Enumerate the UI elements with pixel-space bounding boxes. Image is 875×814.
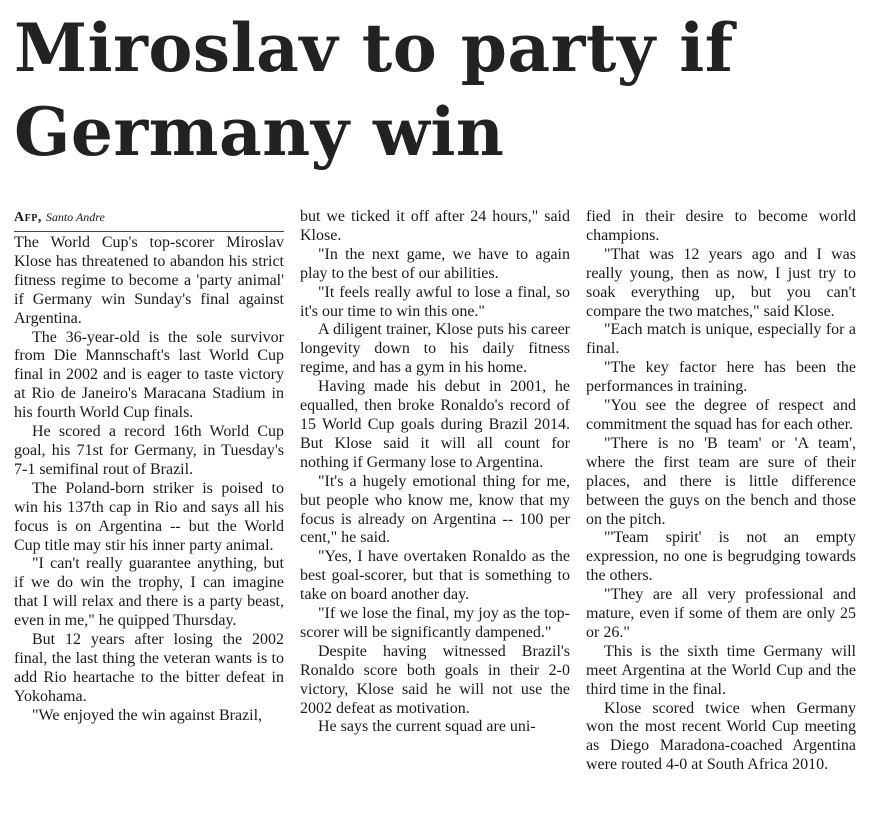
paragraph: "You see the degree of respect and commitment the squad has for each other.	[586, 397, 856, 433]
paragraph: "That was 12 years ago and I was really young, then as now, I just try to soak everything up, but you can't compare the two matches," said Klose.	[586, 245, 856, 320]
paragraph: This is the sixth time Germany will meet Argentina at the World Cup and the third time in the final.	[586, 642, 856, 698]
article-column-3	[586, 208, 856, 775]
paragraph: "It feels really awful to lose a final, so it's our time to win this one."	[300, 283, 570, 320]
headline: Miroslav to party if Germany win	[14, 9, 734, 171]
paragraph: "Yes, I have overtaken Ronaldo as the best goal-scorer, but that is something to take on board another day.	[300, 548, 570, 604]
byline	[14, 208, 284, 232]
article-column-2	[300, 208, 570, 737]
byline-agency: Afp,	[14, 210, 42, 225]
paragraph: "The key factor here has been the performances in training.	[586, 359, 856, 396]
paragraph: "I can't really guarantee anything, but if we do win the trophy, I can imagine that I will relax and there is a party beast, even in me," he quipped Thursday.	[14, 555, 284, 630]
paragraph: "If we lose the final, my joy as the top-scorer will be significantly dampened."	[300, 605, 570, 641]
paragraph: "It's a hugely emotional thing for me, but people who know me, know that my focus is already on Argentina -- 100 per cent," he said.	[300, 472, 570, 547]
paragraph-continued: fied in their desire to become world champions.	[586, 208, 856, 244]
paragraph: He scored a record 16th World Cup goal, his 71st for Germany, in Tuesday's 7-1 semifinal rout of Brazil.	[14, 423, 284, 478]
paragraph: Klose scored twice when Germany won the most recent World Cup meeting as Diego Maradona-coached Argentina were routed 4-0 at South Africa 2010.	[586, 699, 856, 774]
article-column-1	[14, 208, 284, 726]
paragraph: "'Team spirit' is not an empty expression, no one is begrudging towards the others.	[586, 529, 856, 585]
paragraph: But 12 years after losing the 2002 final, the last thing the veteran wants is to add Rio heartache to the bitter defeat in Yokohama.	[14, 631, 284, 705]
paragraph: "We enjoyed the win against Brazil,	[32, 706, 263, 724]
paragraph-continued: but we ticked it off after 24 hours," said Klose.	[300, 208, 570, 244]
paragraph: The 36-year-old is the sole survivor from Die Mannschaft's last World Cup final in 2002 and is eager to taste victory at Rio de Janeiro's Maracana Stadium in his fourth World Cup finals.	[14, 328, 284, 422]
paragraph: Having made his debut in 2001, he equalled, then broke Ronaldo's record of 15 World Cup goals during Brazil 2014. But Klose said it will all count for nothing if Germany lose to Argentina.	[300, 378, 570, 471]
paragraph: The Poland-born striker is poised to win his 137th cap in Rio and says all his focus is on Argentina -- but the World Cup title may stir his inner party animal.	[14, 479, 284, 554]
paragraph: "In the next game, we have to again play to the best of our abilities.	[300, 245, 570, 282]
paragraph: The World Cup's top-scorer Miroslav Klose has threatened to abandon his strict fitness regime to become a 'party animal' if Germany win Sunday's final against Argentina.	[14, 234, 284, 327]
paragraph: "There is no 'B team' or 'A team', where the first team are sure of their places, and there is little difference between the guys on the bench and those on the pitch.	[586, 434, 856, 528]
paragraph: A diligent trainer, Klose puts his career longevity down to his daily fitness regime, and has a gym in his home.	[300, 321, 570, 377]
byline-place: Santo Andre	[45, 210, 105, 224]
paragraph: "Each match is unique, especially for a final.	[586, 321, 856, 358]
paragraph: He says the current squad are uni-	[318, 718, 536, 736]
paragraph: "They are all very professional and mature, even if some of them are only 25 or 26."	[586, 586, 856, 641]
paragraph: Despite having witnessed Brazil's Ronaldo score both goals in their 2-0 victory, Klose said he will not use the 2002 defeat as motivation.	[300, 642, 570, 717]
